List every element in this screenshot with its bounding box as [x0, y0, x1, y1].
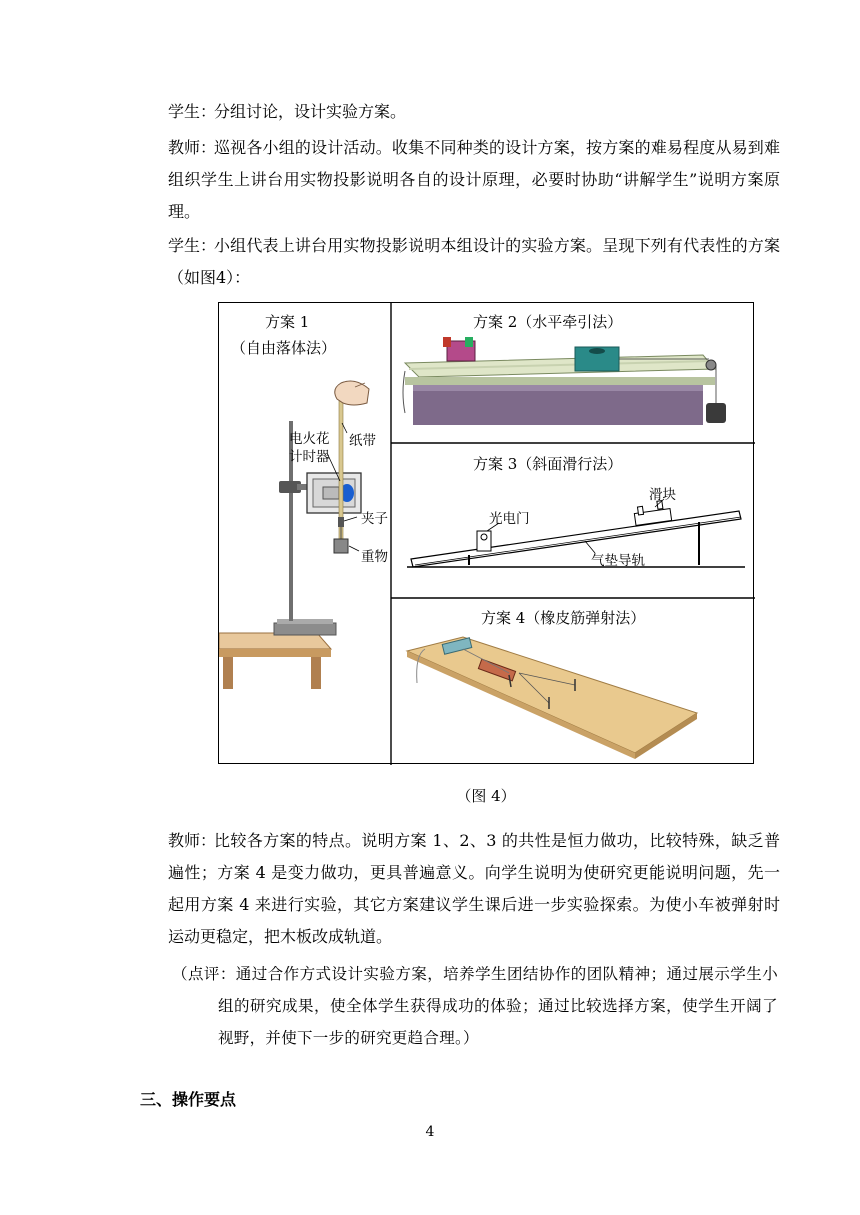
paragraph-text: 分组讨论，设计实验方案。 — [214, 102, 407, 121]
section-heading: 三、操作要点 — [140, 1090, 237, 1109]
student-paragraph-2 — [168, 230, 780, 294]
paragraph-text: 巡视各小组的设计活动。收集不同种类的设计方案，按方案的难易程度从易到难组织学生上讲台用实物投影说明各自的设计原理，必要时协助“讲解学生”说明方案原理。 — [168, 138, 780, 221]
scheme3-title: 方案 3（斜面滑行法） — [473, 455, 623, 473]
paragraph-text: 比较各方案的特点。说明方案 1、2、3 的共性是恒力做功，比较特殊，缺乏普遍性；方案 4 是变力做功，更具普遍意义。向学生说明为使研究更能说明问题，先一起用方案 4 来进行实验，其它方案建议学生课后进一步实验探索。为使小车被弹射时运动更稳定，把木板改成轨道。 — [168, 831, 780, 946]
teacher-paragraph-1 — [168, 132, 780, 228]
scheme1-title: 方案 1 — [265, 313, 310, 331]
speaker-label: 教师： — [168, 138, 217, 157]
paragraph-text: 小组代表上讲台用实物投影说明本组设计的实验方案。呈现下列有代表性的方案（如图4）： — [168, 236, 780, 287]
figure-drawing — [219, 303, 755, 765]
speaker-label: 教师： — [168, 831, 217, 850]
scheme1-timer-label-line2: 计时器 — [289, 449, 330, 465]
scheme1-timer-label-line1: 电火花 — [289, 431, 330, 447]
scheme3-apparatus — [407, 499, 745, 567]
scheme2-apparatus — [403, 337, 726, 425]
scheme4-apparatus — [407, 637, 697, 759]
scheme3-airtrack-label: 气垫导轨 — [591, 553, 645, 569]
figure-4-schemes — [218, 302, 754, 764]
teacher-paragraph-2 — [168, 825, 780, 953]
scheme4-title: 方案 4（橡皮筋弹射法） — [481, 609, 646, 627]
scheme3-photogate-label: 光电门 — [489, 511, 530, 527]
scheme3-slider-label: 滑块 — [649, 487, 676, 503]
scheme2-title: 方案 2（水平牵引法） — [473, 313, 623, 331]
scheme1-clip-label: 夹子 — [361, 511, 388, 527]
comment-paragraph — [172, 958, 778, 1054]
scheme1-tape-label: 纸带 — [349, 433, 376, 449]
student-paragraph-1 — [168, 96, 780, 128]
scheme1-weight-label: 重物 — [361, 549, 388, 565]
speaker-label: 学生： — [168, 236, 217, 255]
page-number: 4 — [425, 1124, 435, 1140]
comment-text: （点评：通过合作方式设计实验方案，培养学生团结协作的团队精神；通过展示学生小组的研究成果，使全体学生获得成功的体验；通过比较选择方案，使学生开阔了视野，并使下一步的研究更趋合理。） — [172, 965, 778, 1047]
speaker-label: 学生： — [168, 102, 217, 121]
scheme1-subtitle: （自由落体法） — [231, 339, 337, 357]
figure-caption: （图 4） — [456, 787, 516, 805]
